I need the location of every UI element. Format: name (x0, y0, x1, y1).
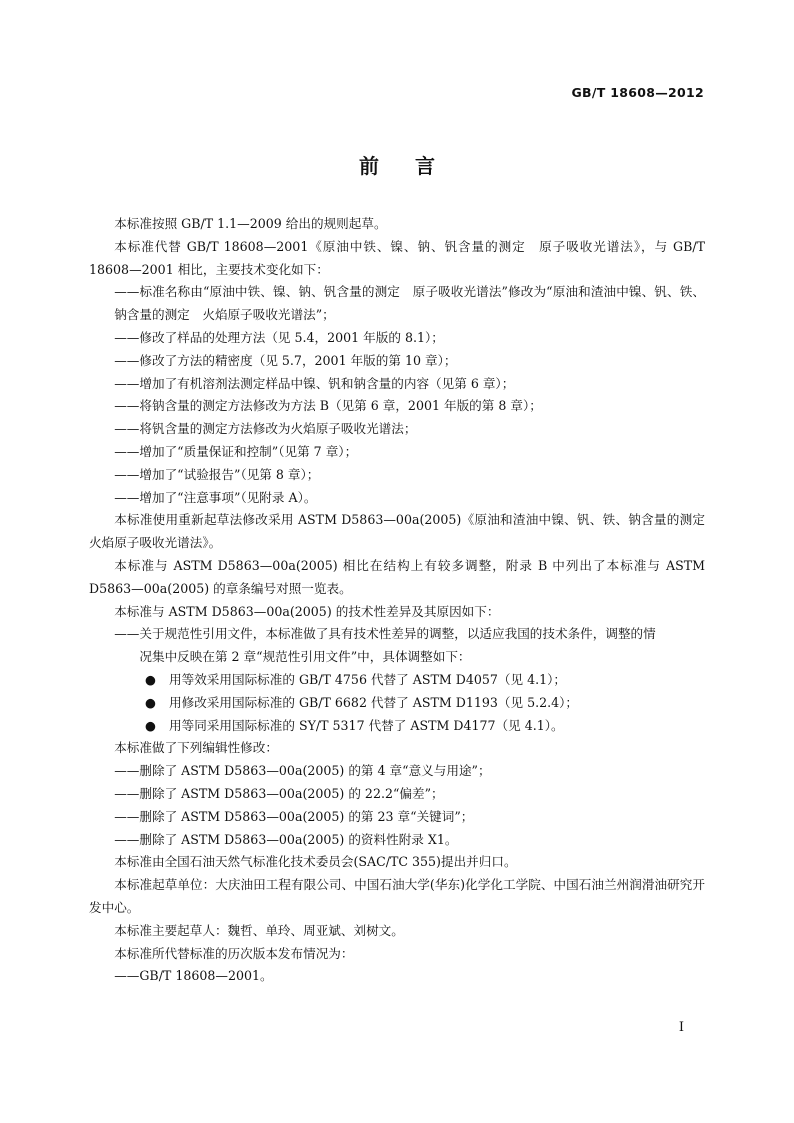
title-char-1: 前 (359, 154, 379, 178)
difference-item-line-1: ——关于规范性引用文件，本标准做了具有技术性差异的调整，以适应我国的技术条件，调整的情 (114, 626, 656, 642)
paragraph-technical-differences: 本标准与 ASTM D5863—00a(2005) 的技术性差异及其原因如下： (114, 603, 500, 619)
bullet-icon: ● (145, 717, 156, 733)
paragraph-structure: 本标准与 ASTM D5863—00a(2005) 相比在结构上有较多调整，附录 B 中列出了本标准与 ASTM D5863—00a(2005) 的章条编号对照一览表。 (89, 557, 705, 596)
difference-item (89, 623, 705, 669)
page-title (0, 150, 794, 179)
change-item: ——增加了“注意事项”（见附录 A）。 (114, 489, 317, 505)
foreword-body (89, 213, 718, 988)
editorial-item: ——删除了 ASTM D5863—00a(2005) 的资料性附录 X1。 (114, 831, 458, 847)
paragraph-history: 本标准所代替标准的历次版本发布情况为： (114, 945, 354, 961)
standard-code: GB/T 18608—2012 (571, 85, 704, 100)
paragraph-drafting-rules: 本标准按照 GB/T 1.1—2009 给出的规则起草。 (114, 216, 387, 231)
paragraph-drafters: 本标准主要起草人：魏哲、单玲、周亚斌、刘树文。 (114, 922, 404, 938)
page-number: I (678, 1020, 684, 1035)
change-item: ——将钒含量的测定方法修改为火焰原子吸收光谱法； (114, 421, 417, 437)
bullet-text: 用等效采用国际标准的 GB/T 4756 代替了 ASTM D4057（见 4.1）； (169, 671, 567, 687)
bullet-icon: ● (145, 694, 156, 710)
bullet-text: 用修改采用国际标准的 GB/T 6682 代替了 ASTM D1193（见 5.2.4）； (169, 694, 579, 710)
paragraph-adoption: 本标准使用重新起草法修改采用 ASTM D5863—00a(2005)《原油和渣油中镍、钒、铁、钠含量的测定 火焰原子吸收光谱法》。 (89, 512, 718, 551)
change-item: ——修改了样品的处理方法（见 5.4，2001 年版的 8.1）； (114, 329, 444, 345)
bullet-item (89, 669, 705, 692)
change-item: ——增加了“试验报告”（见第 8 章）； (114, 466, 320, 482)
difference-item-line-2: 况集中反映在第 2 章“规范性引用文件”中，具体调整如下： (139, 649, 471, 665)
change-item: ——增加了有机溶剂法测定样品中镍、钒和钠含量的内容（见第 6 章）； (114, 375, 515, 391)
change-item: ——标准名称由“原油中铁、镍、钠、钒含量的测定 原子吸收光谱法”修改为“原油和渣油中镍、钒、铁、钠含量的测定 火焰原子吸收光谱法”； (114, 284, 705, 323)
change-item: ——增加了“质量保证和控制”（见第 7 章）； (114, 443, 358, 459)
paragraph-replaces: 本标准代替 GB/T 18608—2001《原油中铁、镍、钠、钒含量的测定 原子吸收光谱法》，与 GB/T 18608—2001 相比，主要技术变化如下： (89, 238, 705, 277)
paragraph-drafting-units: 本标准起草单位：大庆油田工程有限公司、中国石油大学(华东)化学化工学院、中国石油兰州润滑油研究开发中心。 (89, 877, 705, 915)
bullet-item (89, 692, 705, 715)
paragraph-proposer: 本标准由全国石油天然气标准化技术委员会(SAC/TC 355)提出并归口。 (114, 854, 517, 870)
paragraph-editorial: 本标准做了下列编辑性修改： (114, 740, 278, 756)
bullet-text: 用等同采用国际标准的 SY/T 5317 代替了 ASTM D4177（见 4.1）。 (169, 717, 564, 733)
bullet-item (89, 715, 705, 738)
change-item: ——修改了方法的精密度（见 5.7，2001 年版的第 10 章）； (114, 352, 457, 368)
change-item: ——将钠含量的测定方法修改为方法 B（见第 6 章，2001 年版的第 8 章）； (114, 398, 542, 414)
editorial-item: ——删除了 ASTM D5863—00a(2005) 的 22.2“偏差”； (114, 785, 444, 801)
editorial-item: ——删除了 ASTM D5863—00a(2005) 的第 23 章“关键词”； (114, 808, 474, 824)
bullet-icon: ● (145, 671, 156, 687)
history-item: ——GB/T 18608—2001。 (114, 968, 273, 984)
title-char-2: 言 (415, 154, 435, 178)
editorial-item: ——删除了 ASTM D5863—00a(2005) 的第 4 章“意义与用途”； (114, 763, 491, 779)
